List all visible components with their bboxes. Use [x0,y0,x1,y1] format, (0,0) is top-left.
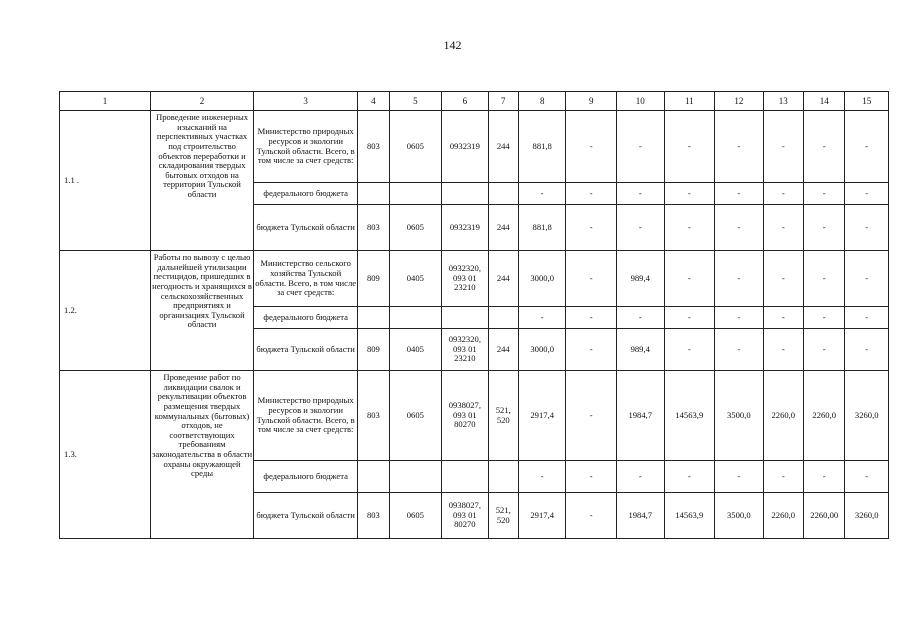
value-cell-c15: - [845,205,889,251]
value-cell-c6: 0938027, 093 01 80270 [442,371,489,461]
value-cell-c4: 809 [358,329,389,371]
value-cell-c9: - [566,251,617,307]
value-cell-c9: - [566,183,617,205]
row-number-cell: 1.2. [60,251,151,371]
value-cell-c8: 881,8 [518,111,566,183]
executor-cell: бюджета Тульской области [254,493,358,539]
header-row [60,92,889,111]
value-cell-c4 [358,183,389,205]
value-cell-c5 [389,183,442,205]
executor-cell: федерального бюджета [254,461,358,493]
value-cell-c6: 0932319 [442,205,489,251]
executor-cell: Министерство сельского хозяйства Тульской области. Всего, в том числе за счет средств: [254,251,358,307]
header-cell: 9 [566,92,617,111]
executor-cell: бюджета Тульской области [254,329,358,371]
value-cell-c13: - [763,251,803,307]
value-cell-c6 [442,307,489,329]
value-cell-c6: 0932320, 093 01 23210 [442,329,489,371]
value-cell-c15: 3260,0 [845,493,889,539]
value-cell-c13: - [763,183,803,205]
value-cell-c13: - [763,205,803,251]
value-cell-c12: - [715,461,764,493]
row-number-cell: 1.1 . [60,111,151,251]
value-cell-c15: - [845,251,889,307]
header-cell: 8 [518,92,566,111]
value-cell-c13: - [763,307,803,329]
value-cell-c9: - [566,111,617,183]
value-cell-c10: 989,4 [617,329,665,371]
value-cell-c13: 2260,0 [763,493,803,539]
value-cell-c5: 0605 [389,493,442,539]
header-cell: 7 [488,92,518,111]
value-cell-c11: 14563,9 [664,493,715,539]
value-cell-c10: 989,4 [617,251,665,307]
value-cell-c12: - [715,183,764,205]
value-cell-c9: - [566,371,617,461]
value-cell-c10: 1984,7 [617,493,665,539]
value-cell-c7 [488,461,518,493]
value-cell-c14: - [804,329,845,371]
value-cell-c8: 881,8 [518,205,566,251]
executor-cell: федерального бюджета [254,307,358,329]
value-cell-c4: 803 [358,205,389,251]
program-table [59,91,889,539]
table-row [60,371,889,461]
value-cell-c11: - [664,329,715,371]
value-cell-c7: 244 [488,111,518,183]
value-cell-c5: 0405 [389,251,442,307]
value-cell-c6 [442,183,489,205]
value-cell-c11: 14563,9 [664,371,715,461]
table-row [60,111,889,183]
header-cell: 4 [358,92,389,111]
header-cell: 14 [804,92,845,111]
value-cell-c11: - [664,251,715,307]
value-cell-c9: - [566,461,617,493]
value-cell-c12: - [715,205,764,251]
value-cell-c10: 1984,7 [617,371,665,461]
page-number: 142 [443,38,462,52]
header-cell: 6 [442,92,489,111]
value-cell-c10: - [617,307,665,329]
value-cell-c14: - [804,111,845,183]
description-cell: Работы по вывозу с целью дальнейшей утилизации пестицидов, пришедших в негодность и хранящихся в сельскохозяйственных предприятиях и организациях Тульской области [150,251,253,371]
value-cell-c15: - [845,307,889,329]
value-cell-c13: - [763,111,803,183]
value-cell-c8: - [518,307,566,329]
value-cell-c4 [358,461,389,493]
value-cell-c8: - [518,461,566,493]
value-cell-c5: 0605 [389,371,442,461]
description-cell: Проведение работ по ликвидации свалок и рекультивации объектов размещения твердых коммунальных (бытовых) отходов, не соответствующих требованиям законодательства в области охраны окружающей среды [150,371,253,539]
value-cell-c10: - [617,205,665,251]
value-cell-c6 [442,461,489,493]
executor-cell: федерального бюджета [254,183,358,205]
value-cell-c9: - [566,493,617,539]
executor-cell: Министерство природных ресурсов и экологии Тульской области. Всего, в том числе за счет средств: [254,371,358,461]
value-cell-c12: - [715,251,764,307]
value-cell-c10: - [617,111,665,183]
value-cell-c11: - [664,205,715,251]
executor-cell: бюджета Тульской области [254,205,358,251]
table-row [60,251,889,307]
value-cell-c5: 0605 [389,111,442,183]
value-cell-c14: 2260,0 [804,371,845,461]
value-cell-c12: - [715,111,764,183]
value-cell-c5: 0605 [389,205,442,251]
value-cell-c7 [488,183,518,205]
description-cell: Проведение инженерных изысканий на перспективных участках под строительство объектов переработки и складирования твердых бытовых отходов на территории Тульской области [150,111,253,251]
value-cell-c11: - [664,307,715,329]
value-cell-c10: - [617,183,665,205]
value-cell-c7: 521, 520 [488,371,518,461]
value-cell-c7: 244 [488,251,518,307]
value-cell-c10: - [617,461,665,493]
header-cell: 11 [664,92,715,111]
value-cell-c7 [488,307,518,329]
header-cell: 13 [763,92,803,111]
value-cell-c4: 803 [358,111,389,183]
value-cell-c15: - [845,183,889,205]
value-cell-c5: 0405 [389,329,442,371]
value-cell-c14: 2260,00 [804,493,845,539]
value-cell-c9: - [566,329,617,371]
value-cell-c8: 3000,0 [518,329,566,371]
value-cell-c9: - [566,205,617,251]
value-cell-c14: - [804,205,845,251]
value-cell-c5 [389,307,442,329]
value-cell-c15: - [845,329,889,371]
value-cell-c8: - [518,183,566,205]
value-cell-c14: - [804,183,845,205]
value-cell-c7: 521, 520 [488,493,518,539]
value-cell-c4: 803 [358,371,389,461]
value-cell-c11: - [664,183,715,205]
header-cell: 10 [617,92,665,111]
value-cell-c14: - [804,251,845,307]
value-cell-c6: 0932319 [442,111,489,183]
value-cell-c11: - [664,461,715,493]
value-cell-c4 [358,307,389,329]
value-cell-c14: - [804,307,845,329]
value-cell-c15: - [845,111,889,183]
value-cell-c12: 3500,0 [715,493,764,539]
header-cell: 2 [150,92,253,111]
header-cell: 1 [60,92,151,111]
value-cell-c8: 3000,0 [518,251,566,307]
value-cell-c4: 809 [358,251,389,307]
value-cell-c15: - [845,461,889,493]
value-cell-c13: 2260,0 [763,371,803,461]
value-cell-c12: - [715,329,764,371]
row-number-cell: 1.3. [60,371,151,539]
value-cell-c7: 244 [488,205,518,251]
executor-cell: Министерство природных ресурсов и экологии Тульской области. Всего, в том числе за счет средств: [254,111,358,183]
value-cell-c6: 0938027, 093 01 80270 [442,493,489,539]
value-cell-c13: - [763,461,803,493]
value-cell-c12: - [715,307,764,329]
value-cell-c14: - [804,461,845,493]
header-cell: 5 [389,92,442,111]
value-cell-c13: - [763,329,803,371]
value-cell-c8: 2917,4 [518,493,566,539]
header-cell: 12 [715,92,764,111]
value-cell-c7: 244 [488,329,518,371]
value-cell-c12: 3500,0 [715,371,764,461]
header-cell: 3 [254,92,358,111]
header-cell: 15 [845,92,889,111]
value-cell-c4: 803 [358,493,389,539]
value-cell-c11: - [664,111,715,183]
value-cell-c9: - [566,307,617,329]
value-cell-c8: 2917,4 [518,371,566,461]
value-cell-c15: 3260,0 [845,371,889,461]
value-cell-c6: 0932320, 093 01 23210 [442,251,489,307]
value-cell-c5 [389,461,442,493]
